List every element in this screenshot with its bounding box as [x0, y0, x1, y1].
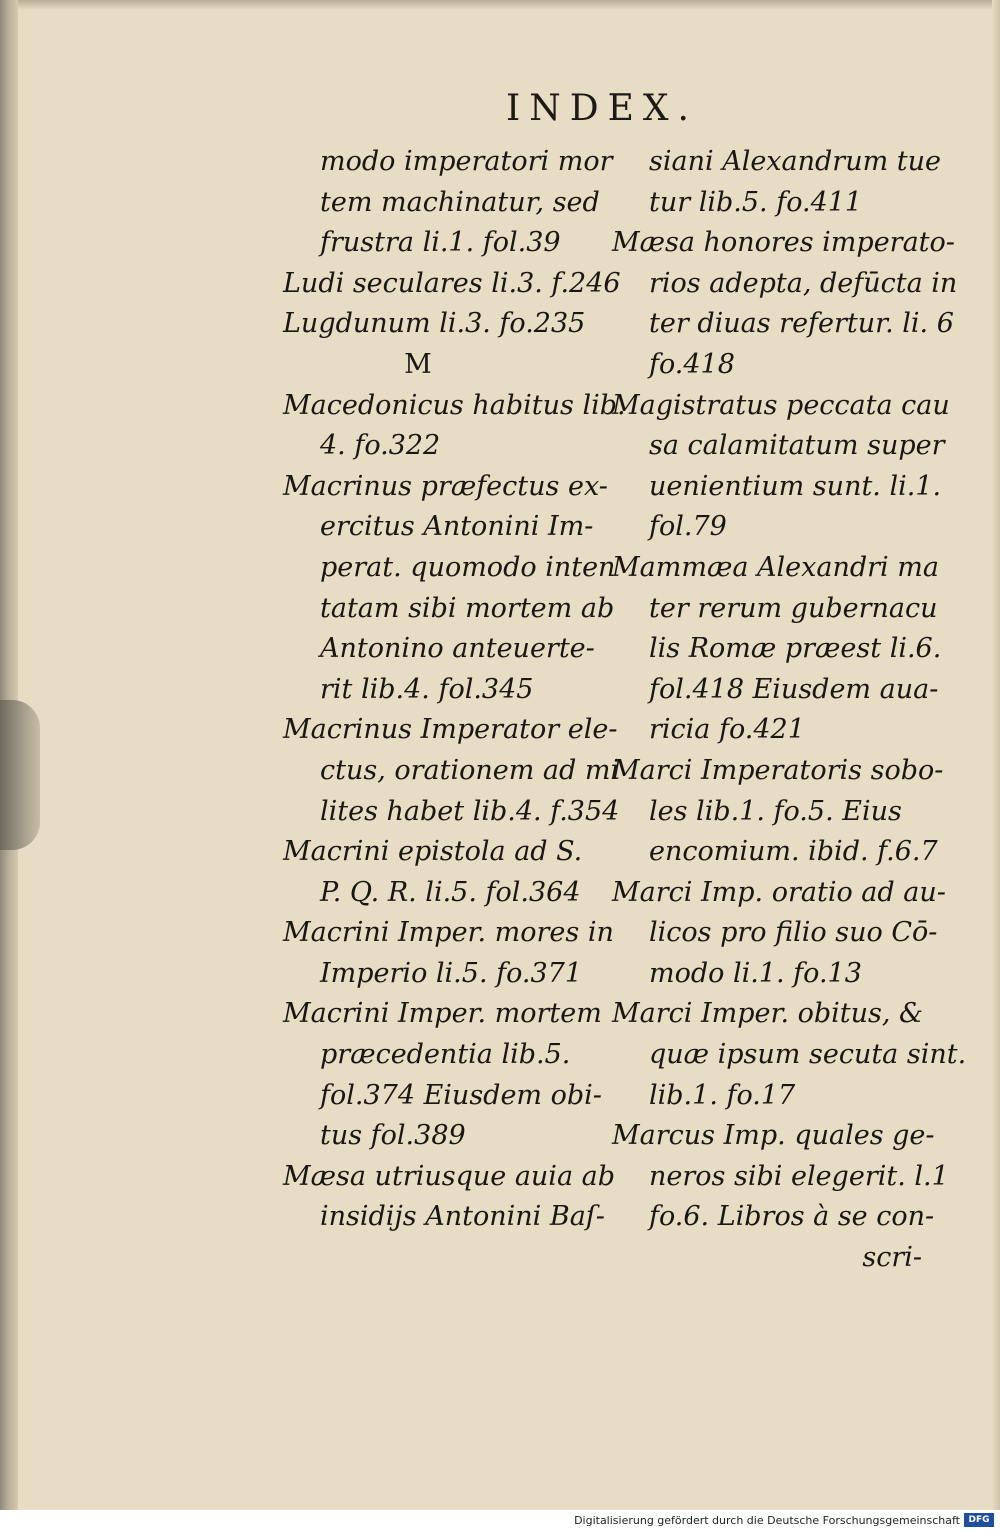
- index-line: Marci Imperatoris sobo-: [612, 754, 944, 786]
- index-line: sa calamitatum super: [649, 430, 945, 462]
- index-line: Lugdunum li.3. fo.235: [283, 308, 586, 340]
- index-line: fol.79: [649, 511, 727, 543]
- catchword: scri-: [862, 1242, 922, 1274]
- funding-credit: Digitalisierung gefördert durch die Deutsche Forschungsgemeinschaft: [574, 1514, 960, 1527]
- index-line: Imperio li.5. fo.371: [320, 957, 582, 989]
- footer-bar: [0, 1510, 1000, 1531]
- index-line: tem machinatur, sed: [320, 186, 600, 218]
- index-line: rios adepta, defūcta in: [649, 267, 958, 299]
- index-line: siani Alexandrum tue: [649, 146, 942, 177]
- index-line: rit lib.4. fol.345: [320, 673, 534, 705]
- index-line: fol.418 Eiusdem aua-: [649, 673, 939, 705]
- index-line: neros sibi elegerit. l.1: [649, 1160, 949, 1192]
- index-line: præcedentia lib.5.: [320, 1039, 571, 1071]
- index-left-column: [283, 142, 626, 1238]
- index-line: insidijs Antonini Baſ-: [320, 1201, 605, 1233]
- index-line: tatam sibi mortem ab: [320, 592, 615, 624]
- index-line: P. Q. R. li.5. fol.364: [320, 876, 581, 908]
- index-line: quæ ipsum secuta sint.: [649, 1039, 967, 1071]
- index-line: ter diuas refertur. li. 6: [649, 308, 954, 340]
- index-line: Macrini Imper. mores in: [283, 917, 614, 949]
- index-line: Marcus Imp. quales ge-: [612, 1120, 935, 1152]
- index-line: Mæsa honores imperato-: [612, 227, 955, 259]
- index-line: fo.6. Libros à se con-: [649, 1201, 935, 1233]
- index-line: Magistratus peccata cau: [612, 389, 950, 421]
- page-right-edge: [992, 0, 1000, 1510]
- index-line: uenientium sunt. li.1.: [649, 470, 942, 502]
- index-line: ercitus Antonini Im-: [320, 511, 594, 543]
- index-line: encomium. ibid. f.6.7: [649, 836, 938, 868]
- index-line: ter rerum gubernacu: [649, 592, 938, 624]
- index-line: tur lib.5. fo.411: [649, 186, 863, 218]
- index-line: Mæsa utriusque auia ab: [283, 1160, 616, 1192]
- index-line: perat. quomodo inten: [320, 551, 616, 583]
- section-letter: M: [404, 348, 432, 380]
- index-line: lis Romæ præest li.6.: [649, 633, 942, 665]
- index-line: modo imperatori mor: [320, 146, 613, 177]
- index-line: 4. fo.322: [320, 430, 441, 462]
- index-line: ricia fo.421: [649, 714, 805, 746]
- index-line: Macrinus præfectus ex-: [283, 470, 608, 502]
- index-line: Macrini epistola ad S.: [283, 836, 583, 868]
- index-line: lib.1. fo.17: [649, 1079, 796, 1111]
- index-line: modo li.1. fo.13: [649, 957, 862, 989]
- index-line: Macedonicus habitus lib.: [283, 389, 626, 421]
- index-line: les lib.1. fo.5. Eius: [649, 795, 902, 827]
- index-line: tus fol.389: [320, 1120, 466, 1152]
- index-line: Mammæa Alexandri ma: [612, 551, 939, 583]
- running-head: INDEX.: [506, 88, 698, 129]
- index-line: Macrinus Imperator ele-: [283, 714, 618, 746]
- page-top-edge: [0, 0, 1000, 10]
- index-right-column: [612, 142, 967, 1279]
- index-line: Antonino anteuerte-: [320, 633, 595, 665]
- index-line: ctus, orationem ad mi: [320, 754, 620, 786]
- index-line: licos pro filio suo Cō-: [649, 917, 938, 949]
- page-clip-tab: [0, 700, 40, 850]
- index-line: fol.374 Eiusdem obi-: [320, 1079, 602, 1111]
- index-line: lites habet lib.4. f.354: [320, 795, 620, 827]
- index-line: frustra li.1. fol.39: [320, 227, 561, 259]
- index-line: Marci Imp. oratio ad au-: [612, 876, 946, 908]
- index-line: Macrini Imper. mortem: [283, 998, 602, 1030]
- dfg-logo: DFG: [964, 1513, 994, 1527]
- index-line: Marci Imper. obitus, &: [612, 998, 924, 1030]
- index-line: fo.418: [649, 348, 735, 380]
- index-line: Ludi seculares li.3. f.246: [283, 267, 621, 299]
